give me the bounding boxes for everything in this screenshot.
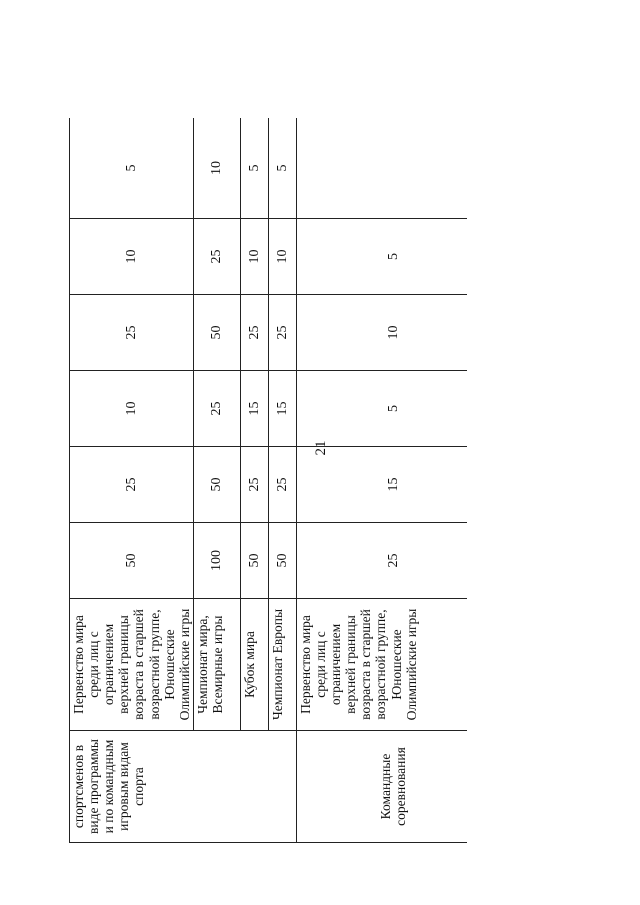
event-cell: Чемпионат Европы [268,599,296,731]
event-cell: Первенство мира среди лиц с ограничением верхней границы возраста в старшей возрастной группе, Юношеские Олимпийские игры [70,599,194,731]
table-row [268,118,296,843]
value-cell: 25 [70,447,194,523]
table-container [69,118,467,843]
value-cell: 25 [193,371,240,447]
value-cell: 25 [268,295,296,371]
event-cell: Кубок мира [240,599,268,731]
table-row [193,118,240,843]
page-number: 21 [312,440,329,456]
value-cell: 10 [268,219,296,295]
value-cell: 10 [193,118,240,219]
value-cell: 10 [296,295,467,371]
value-cell: 10 [70,371,194,447]
value-cell: 25 [240,295,268,371]
group-cell [268,731,296,843]
value-cell: 50 [193,295,240,371]
value-cell: 50 [240,523,268,599]
value-cell: 25 [296,523,467,599]
group-cell: спортсменов в виде программы и по командным игровым видам спорта [70,731,194,843]
table-row [70,118,194,843]
value-cell: 10 [240,219,268,295]
value-cell: 10 [70,219,194,295]
value-cell [296,118,467,219]
value-cell: 5 [70,118,194,219]
value-cell: 5 [240,118,268,219]
value-cell: 5 [296,219,467,295]
group-cell [193,731,240,843]
value-cell: 25 [240,447,268,523]
table-row [296,118,467,843]
event-cell: Чемпионат мира, Всемирные игры [193,599,240,731]
value-cell: 50 [193,447,240,523]
value-cell: 15 [296,447,467,523]
value-cell: 25 [193,219,240,295]
value-cell: 5 [296,371,467,447]
group-cell: Командные соревнования [296,731,467,843]
value-cell: 25 [268,447,296,523]
value-cell: 15 [268,371,296,447]
table-row [240,118,268,843]
value-cell: 5 [268,118,296,219]
value-cell: 100 [193,523,240,599]
value-cell: 15 [240,371,268,447]
value-cell: 50 [70,523,194,599]
event-cell: Первенство мира среди лиц с ограничением верхней границы возраста в старшей возрастной группе, Юношеские Олимпийские игры [296,599,467,731]
value-cell: 25 [70,295,194,371]
award-table [69,118,467,843]
value-cell: 50 [268,523,296,599]
group-cell [240,731,268,843]
